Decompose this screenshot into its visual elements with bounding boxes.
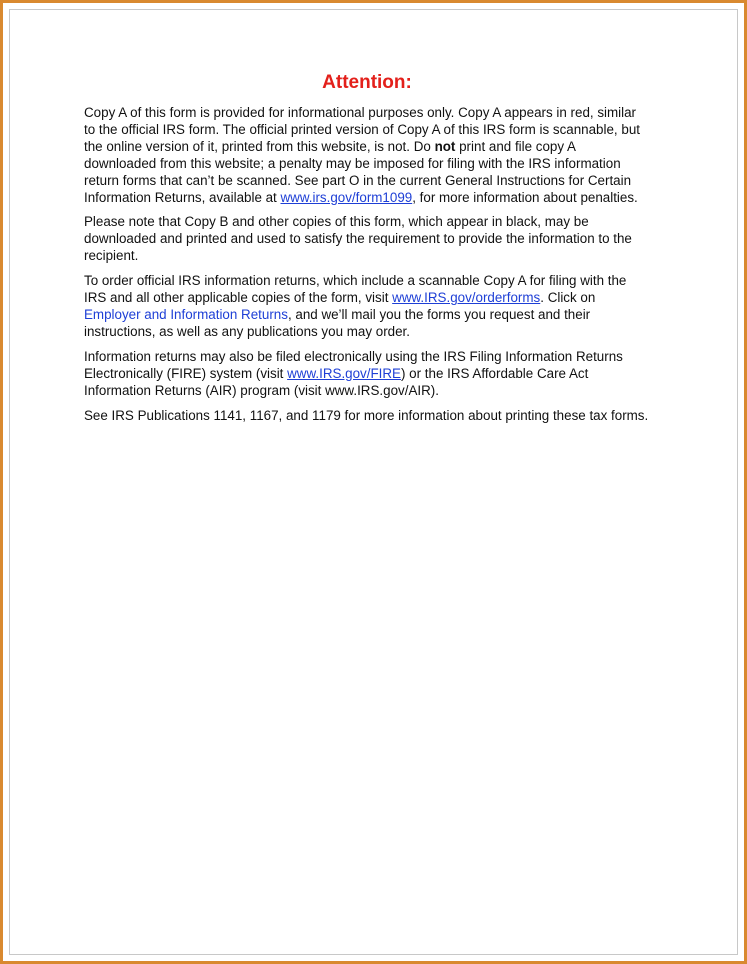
p3-text-a: To order official IRS information returns, which include a scannable Copy A for filing with the IRS and all other applicable copies of the form, visit <box>84 273 627 306</box>
p1-text-c: , for more information about penalties. <box>412 189 638 205</box>
p3-text-c: , and we’ll mail you the forms you request and their instructions, as well as any publications you may order. <box>84 306 591 339</box>
p1-text-a: Copy A of this form is provided for informational purposes only. Copy A appears in red, similar to the official IRS form. The official printed version of Copy A of this IRS form is scannable, but the online version of it, printed from this website, is not. Do <box>84 105 640 154</box>
paragraph-electronic-filing <box>84 349 650 400</box>
paragraph-copy-a <box>84 105 650 206</box>
link-orderforms[interactable]: www.IRS.gov/orderforms <box>392 290 541 306</box>
link-employer-information-returns[interactable]: Employer and Information Returns <box>84 306 288 322</box>
paragraph-order-forms <box>84 273 650 341</box>
p4-text-a: Information returns may also be filed electronically using the IRS Filing Information Returns Electronically (FIRE) system (visit <box>84 348 623 381</box>
link-fire[interactable]: www.IRS.gov/FIRE <box>287 365 401 381</box>
link-form1099[interactable]: www.irs.gov/form1099 <box>280 189 413 205</box>
paragraph-publications: See IRS Publications 1141, 1167, and 1179 for more information about printing these tax forms. <box>84 407 649 423</box>
attention-notice <box>84 71 650 432</box>
p4-text-b: ) or the IRS Affordable Care Act Information Returns (AIR) program (visit www.IRS.gov/AIR). <box>84 365 589 398</box>
paragraph-copy-b: Please note that Copy B and other copies of this form, which appear in black, may be downloaded and printed and used to satisfy the requirement to provide the information to the recipient. <box>84 214 632 264</box>
p1-bold-not: not <box>434 138 456 154</box>
p3-text-b: . Click on <box>540 290 596 306</box>
attention-title: Attention: <box>322 72 412 93</box>
p1-text-b: print and file copy A downloaded from this website; a penalty may be imposed for filing with the IRS information return forms that can’t be scanned. See part O in the current General Instructions for Certain Information Returns, available at <box>84 138 632 205</box>
